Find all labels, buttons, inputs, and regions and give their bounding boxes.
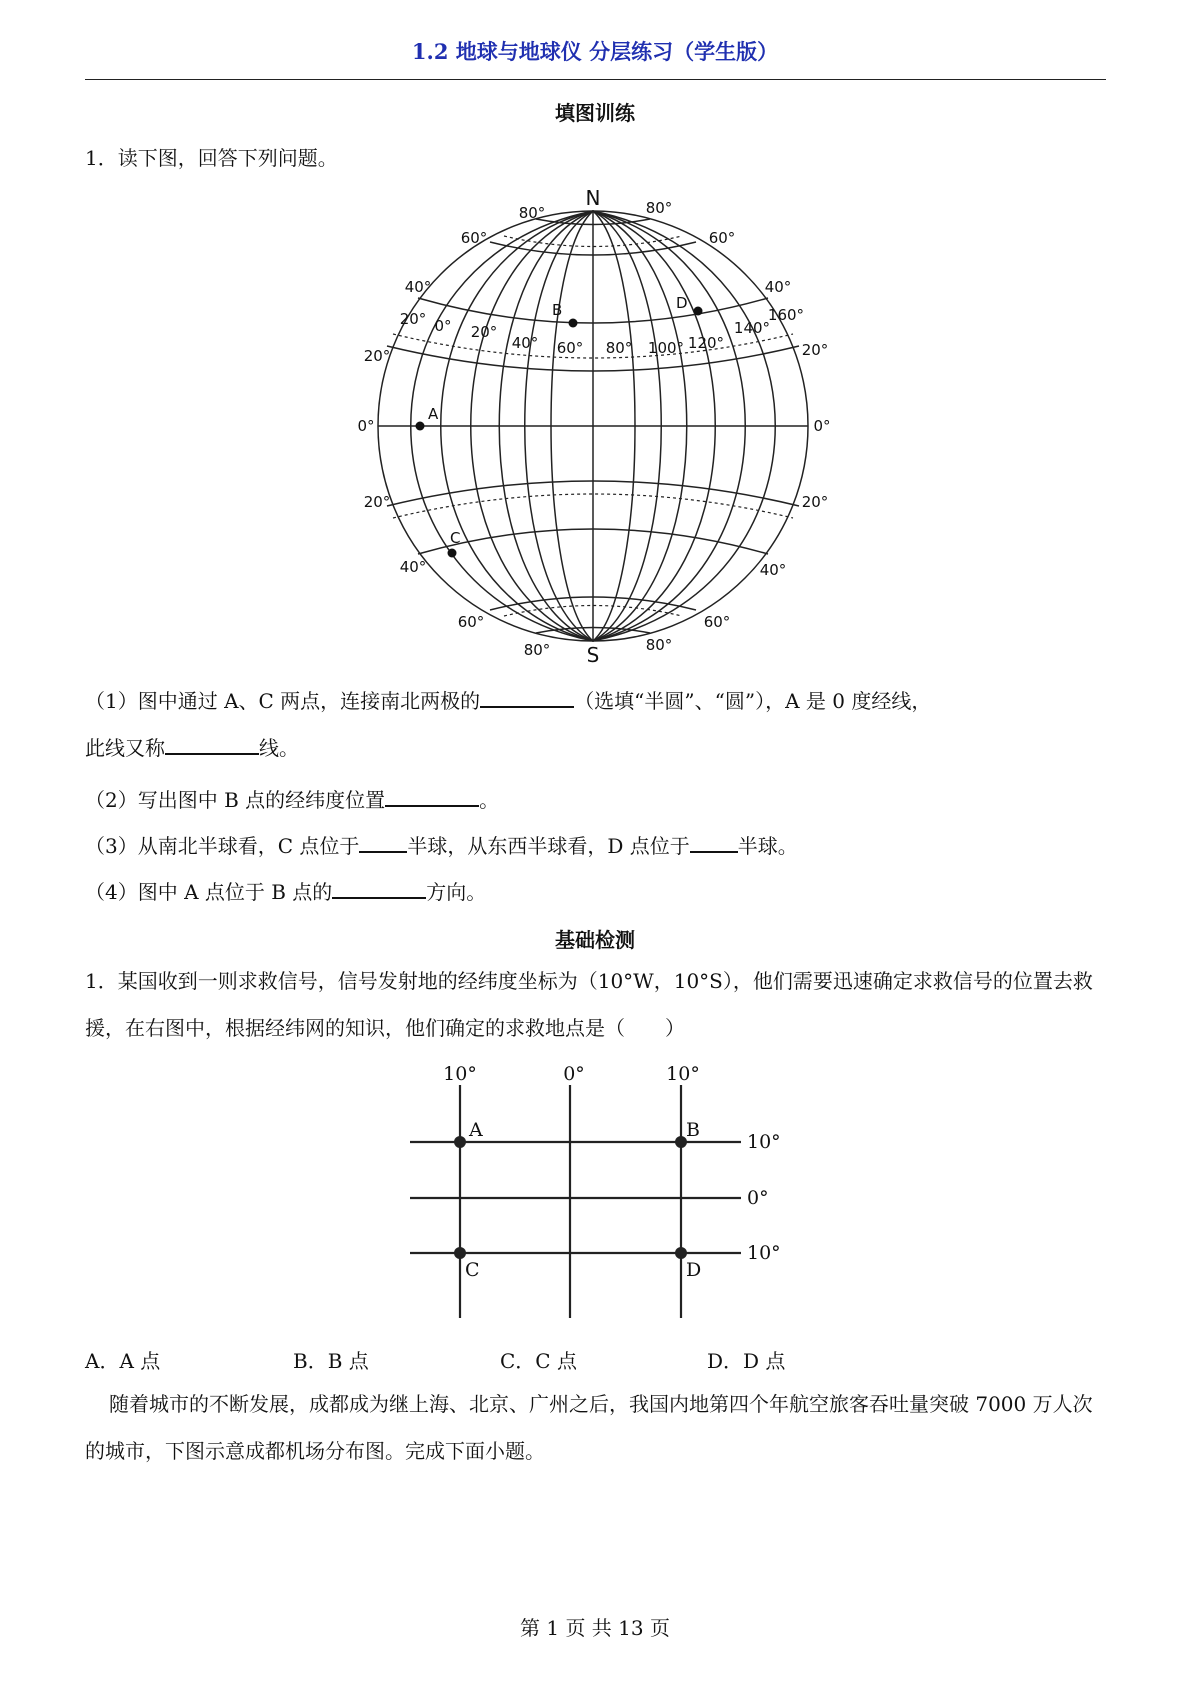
lat-label-80: 80° <box>518 204 546 222</box>
grid-top-label: 0° <box>563 1063 585 1085</box>
question-1-sub-1 <box>85 678 1110 772</box>
question-1-sub-3 <box>85 830 798 859</box>
grid-top-label: 10° <box>443 1063 477 1085</box>
option-d[interactable]: D．D 点 <box>707 1349 786 1373</box>
lon-label: 80° <box>605 339 633 357</box>
lat-label-40: 40° <box>399 558 427 576</box>
grid-right-label: 10° <box>747 1242 781 1264</box>
lat-label-60: 60° <box>708 229 736 247</box>
answer-blank[interactable] <box>165 733 259 755</box>
question-2-stem: 1．某国收到一则求救信号，信号发射地的经纬度坐标为（10°W，10°S），他们需要迅速确定求救信号的位置去救援，在右图中，根据经纬网的知识，他们确定的求救地点是（ ） <box>85 969 1093 1040</box>
grid-right-label: 10° <box>747 1131 781 1153</box>
sub-3-text-a: （3）从南北半球看，C 点位于 <box>85 834 360 858</box>
grid-point-a-label: A <box>469 1119 483 1141</box>
grid-point-c-label: C <box>465 1259 480 1281</box>
lat-label-20: 20° <box>801 341 829 359</box>
latlon-grid-figure <box>400 1058 800 1328</box>
option-a[interactable]: A．A 点 <box>85 1349 161 1373</box>
reading-passage: 随着城市的不断发展，成都成为继上海、北京、广州之后，我国内地第四个年航空旅客吞吐量突破 7000 万人次的城市，下图示意成都机场分布图。完成下面小题。 <box>85 1392 1093 1463</box>
sub-2-text-b: 。 <box>479 788 500 812</box>
option-c[interactable]: C．C 点 <box>500 1349 577 1373</box>
grid-point-d-marker <box>675 1247 687 1259</box>
sub-1-text-b: （选填“半圆”、“圆”），A 是 0 度经线， <box>574 689 932 713</box>
lat-label-60: 60° <box>457 613 485 631</box>
question-1-stem: 1．读下图，回答下列问题。 <box>85 146 338 170</box>
north-label: N <box>585 186 601 210</box>
page-title: 1.2 地球与地球仪 分层练习（学生版） <box>411 39 779 64</box>
grid-point-d-label: D <box>686 1259 702 1281</box>
point-d-marker <box>694 307 703 316</box>
lon-label: 40° <box>511 334 539 352</box>
sub-1-text-d: 线。 <box>259 736 299 760</box>
option-b[interactable]: B．B 点 <box>293 1349 369 1373</box>
lat-label-80: 80° <box>645 199 673 217</box>
lon-label: 140° <box>733 319 771 337</box>
section-heading-fill-map: 填图训练 <box>555 101 635 125</box>
south-label: S <box>586 643 600 667</box>
grid-point-b-label: B <box>686 1119 700 1141</box>
lat-label-80: 80° <box>645 636 673 654</box>
lat-label-40: 40° <box>404 278 432 296</box>
point-b-marker <box>569 319 578 328</box>
lat-label-40: 40° <box>759 561 787 579</box>
lat-label-20: 20° <box>363 493 391 511</box>
lon-label: 120° <box>687 334 725 352</box>
lat-label-80: 80° <box>523 641 551 659</box>
header-rule <box>85 79 1106 80</box>
page-number: 第 1 页 共 13 页 <box>520 1616 670 1640</box>
sub-1-text-c: 此线又称 <box>85 736 165 760</box>
lat-label-60: 60° <box>703 613 731 631</box>
sub-3-text-c: 半球。 <box>737 834 798 858</box>
sub-3-text-b: 半球，从东西半球看，D 点位于 <box>407 834 690 858</box>
grid-right-label: 0° <box>747 1187 769 1209</box>
lat-label-60: 60° <box>460 229 488 247</box>
lat-label-0: 0° <box>357 417 375 435</box>
answer-blank[interactable] <box>359 831 407 853</box>
point-c-marker <box>448 549 457 558</box>
sub-4-text-b: 方向。 <box>426 880 487 904</box>
point-b-label: B <box>552 301 563 319</box>
point-a-marker <box>416 422 425 431</box>
question-1-sub-2 <box>85 784 499 813</box>
point-a-label: A <box>428 405 439 423</box>
globe-figure <box>345 183 845 668</box>
section-heading-basic-test: 基础检测 <box>555 928 635 952</box>
grid-top-label: 10° <box>666 1063 700 1085</box>
lon-label: 160° <box>767 306 805 324</box>
lat-label-20: 20° <box>801 493 829 511</box>
answer-blank[interactable] <box>690 831 738 853</box>
lat-label-20: 20° <box>363 347 391 365</box>
lat-label-40: 40° <box>764 278 792 296</box>
question-1-sub-4 <box>85 876 486 905</box>
sub-4-text-a: （4）图中 A 点位于 B 点的 <box>85 880 333 904</box>
lon-label: 0° <box>434 317 452 335</box>
point-c-label: C <box>450 529 461 547</box>
answer-blank[interactable] <box>332 877 426 899</box>
lon-label: 100° <box>647 339 685 357</box>
lon-label: 20° <box>399 310 427 328</box>
sub-1-text-a: （1）图中通过 A、C 两点，连接南北两极的 <box>85 689 481 713</box>
lat-label-0: 0° <box>813 417 831 435</box>
grid-point-c-marker <box>454 1247 466 1259</box>
grid-point-a-marker <box>454 1136 466 1148</box>
answer-blank[interactable] <box>385 785 479 807</box>
lon-label: 60° <box>556 339 584 357</box>
lon-label: 20° <box>470 323 498 341</box>
point-d-label: D <box>676 294 688 312</box>
answer-blank[interactable] <box>480 686 574 708</box>
sub-2-text-a: （2）写出图中 B 点的经纬度位置 <box>85 788 386 812</box>
